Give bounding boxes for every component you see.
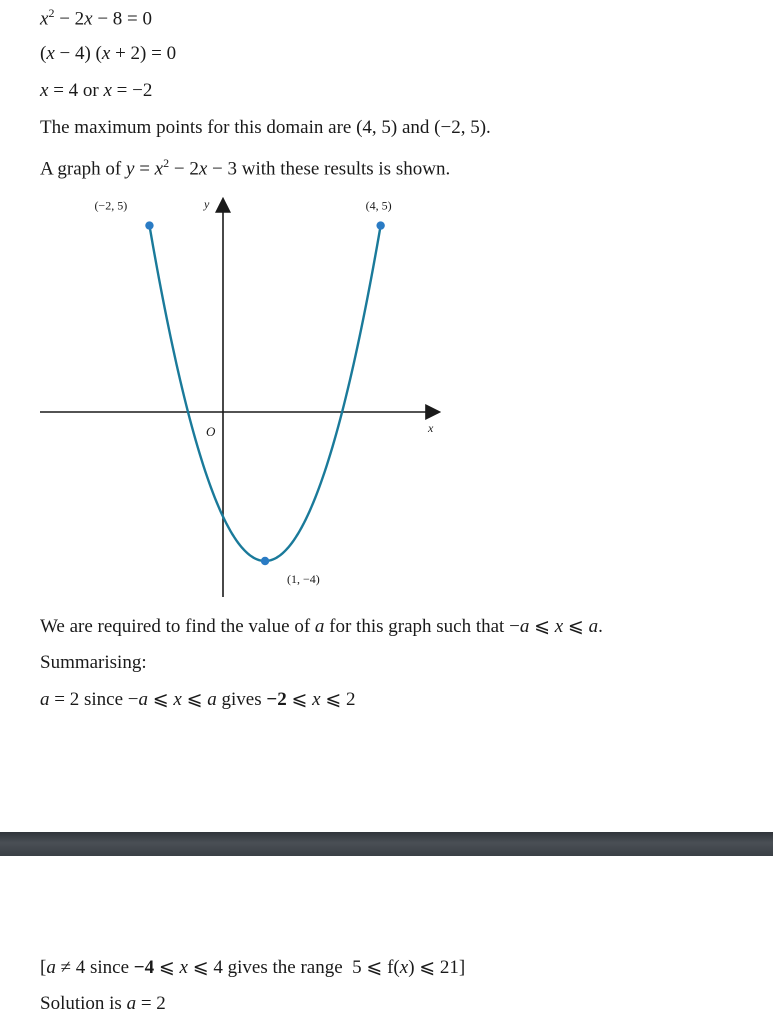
x-axis-label: x <box>428 421 434 435</box>
summarising-label: Summarising: <box>40 652 147 673</box>
required-text: We are required to find the value of a for this graph such that −a ⩽ x ⩽ a. <box>40 616 603 637</box>
point-marker <box>145 221 153 229</box>
point-marker <box>261 557 269 565</box>
page-divider <box>0 832 773 856</box>
point-label: (−2, 5) <box>94 198 128 213</box>
equation-2: (x − 4) (x + 2) = 0 <box>40 43 177 64</box>
maximum-points-text: The maximum points for this domain are (4, 5) and (−2, 5). <box>40 117 491 138</box>
parabola-graph <box>30 192 450 602</box>
solution-text: Solution is a = 2 <box>40 993 166 1014</box>
origin-label: O <box>206 424 216 439</box>
point-marker <box>376 221 384 229</box>
equation-1: $x^2 - 2x - 8 = 0$ <box>40 6 153 30</box>
point-label: (1, −4) <box>287 572 320 586</box>
point-label: (4, 5) <box>365 198 392 213</box>
equation-3: x = 4 or x = −2 <box>40 80 153 101</box>
y-axis-label: y <box>204 197 210 211</box>
graph-intro-text: A graph of $y = x^2 - 2x - 3$ with these results is shown. <box>40 156 451 180</box>
result-text: a = 2 since −a ⩽ x ⩽ a gives −2 ⩽ x ⩽ 2 <box>40 689 356 710</box>
bracket-note: [a ≠ 4 since −4 ⩽ x ⩽ 4 gives the range 5 ⩽ f(x) ⩽ 21] <box>40 957 466 978</box>
parabola-curve <box>149 226 380 561</box>
